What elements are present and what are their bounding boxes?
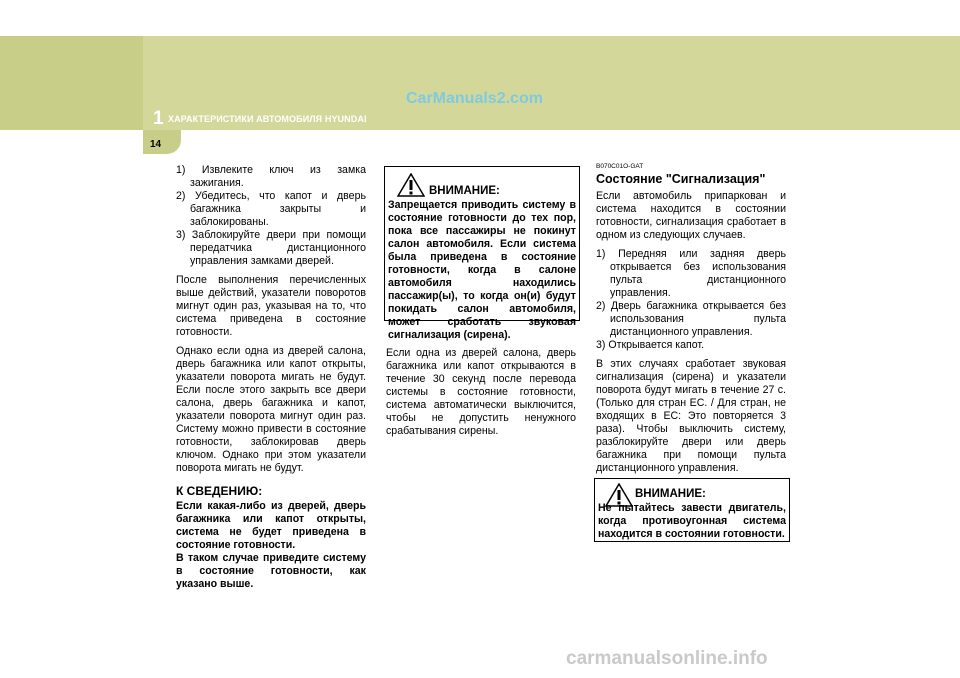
warning-text: Запрещается приводить систему в состояние готовности до тех пор, пока все пассажиры не покинут салон автомобиля. Если система была приведена в состояние готовности, когда в салоне автомобиля находились пассажир(ы), то когда он(и) будут покидать салон автомобиля, может сработать звуковая сигнализация (сирена).: [388, 199, 576, 341]
warning-title: ВНИМАНИЕ:: [429, 185, 500, 197]
column-right: [596, 160, 786, 481]
paragraph: В этих случаях сработает звуковая сигнализация (сирена) и указатели поворота будут мигать в течение 27 с. (Только для стран ЕС. / Для стран, не входящих в ЕС: Это повторяется 3 раза). Чтобы выключить систему, разблокируйте двери или дверь багажника при помощи пульта дистанционного управления.: [596, 358, 786, 474]
chapter-title: ХАРАКТЕРИСТИКИ АВТОМОБИЛЯ HYUNDAI: [168, 114, 367, 124]
note-text: В таком случае приведите систему в состояние готовности, как указано выше.: [176, 552, 366, 590]
case-item: 1) Передняя или задняя дверь открывается без использования пульта дистанционного управления.: [596, 248, 786, 299]
note-text: Если какая-либо из дверей, дверь багажника или капот открыты, система не будет приведена в состояние готовности.: [176, 500, 366, 551]
step-item: 2) Убедитесь, что капот и дверь багажника закрыты и заблокированы.: [176, 190, 366, 228]
case-item: 3) Открывается капот.: [596, 339, 705, 351]
paragraph: Если автомобиль припаркован и система находится в состоянии готовности, сигнализация сработает в одном из следующих случаев.: [596, 190, 786, 241]
paragraph: Если одна из дверей салона, дверь багажника или капот открываются в течение 30 секунд после перевода системы в состояние готовности, система автоматически выключится, чтобы не допустить ненужного срабатывания сирены.: [386, 347, 576, 437]
section-code: B070C01O-GAT: [596, 163, 644, 170]
section-title: Состояние "Сигнализация": [596, 172, 766, 186]
step-item: 3) Заблокируйте двери при помощи передатчика дистанционного управления замками дверей.: [176, 229, 366, 267]
column-middle: [386, 347, 576, 444]
page-number: 14: [150, 139, 162, 150]
watermark-bottom: carmanualsonline.info: [566, 648, 768, 669]
warning-triangle-icon: [397, 173, 425, 197]
paragraph: Однако если одна из дверей салона, дверь багажника или капот открыты, указатели поворота мигать не будут. Если после этого закрыть все двери салона, дверь багажника и капот, указатели поворота мигнут один раз. Систему можно привести в состояние готовности, заблокировав дверь ключом. Однако при этом указатели поворота мигать не будут.: [176, 345, 366, 474]
column-left: [176, 164, 366, 597]
cases-list: [596, 248, 786, 352]
page-number-tab: [143, 130, 181, 154]
warning-text: Не пытайтесь завести двигатель, когда противоугонная система находится в состоянии готовности.: [598, 502, 786, 540]
watermark-top: CarManuals2.com: [406, 90, 543, 107]
warning-box: [384, 166, 580, 341]
header-band: [0, 36, 960, 130]
warning-box: [594, 478, 790, 542]
warning-title: ВНИМАНИЕ:: [635, 488, 706, 500]
note-title: К СВЕДЕНИЮ:: [176, 484, 263, 498]
chapter-number: 1: [153, 108, 164, 129]
paragraph: После выполнения перечисленных выше действий, указатели поворотов мигнут один раз, указывая на то, что система приведена в состояние готовности.: [176, 274, 366, 338]
step-item: 1) Извлеките ключ из замка зажигания.: [176, 164, 366, 189]
steps-list: [176, 164, 366, 268]
case-item: 2) Дверь багажника открывается без использования пульта дистанционного управления.: [596, 300, 786, 338]
